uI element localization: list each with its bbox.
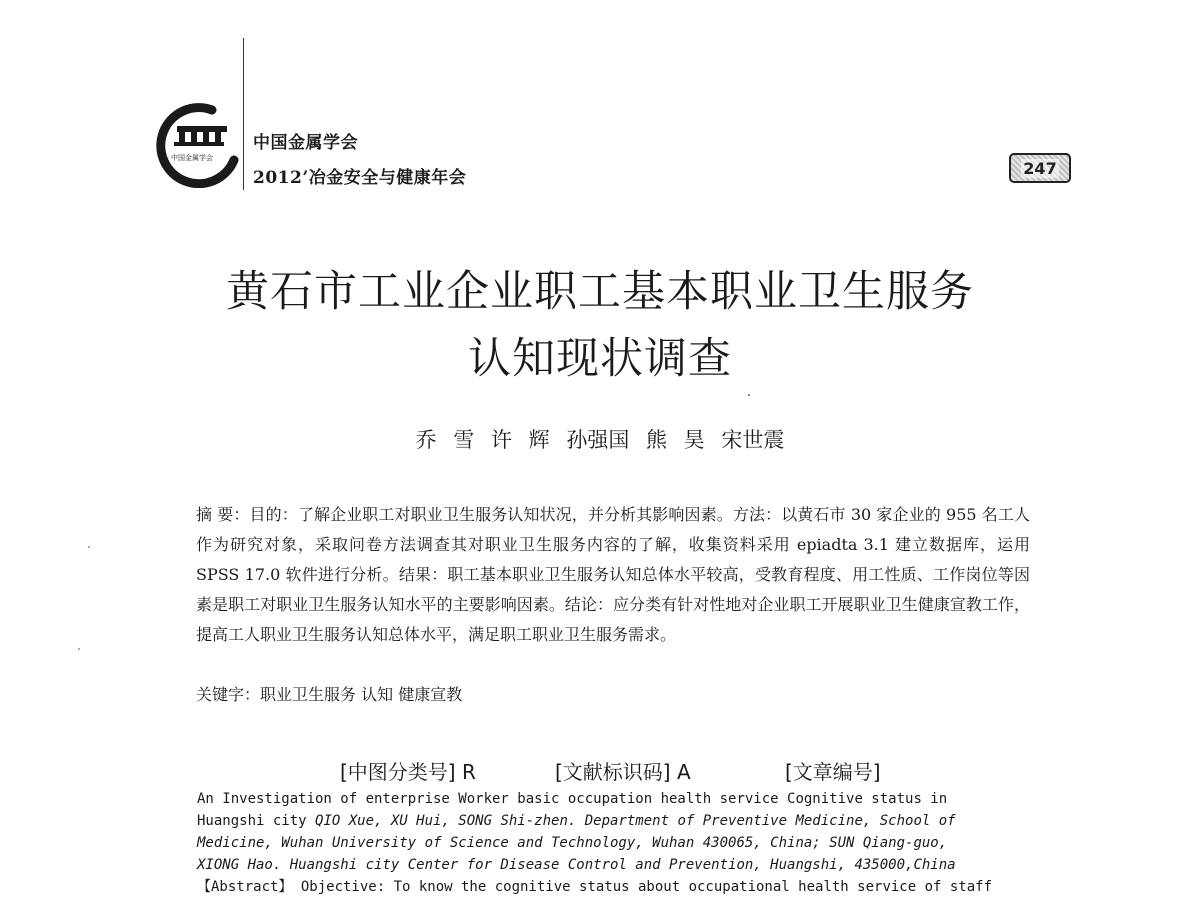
scan-speck	[88, 546, 90, 548]
abstract	[196, 500, 1030, 650]
society-logo	[152, 98, 242, 188]
english-abstract-start: 【Abstract】 Objective: To know the cognitive status about occupational health service of staff	[197, 879, 993, 895]
author-list: 乔 雪 许 辉 孙强国 熊 昊 宋世震	[415, 428, 785, 452]
keywords-label: 关键字：	[196, 685, 261, 704]
keywords-text: 职业卫生服务 认知 健康宣教	[260, 685, 463, 704]
english-authors-line-1	[197, 810, 1037, 832]
english-affiliation-2: XIONG Hao. Huangshi city Center for Disease Control and Prevention, Huangshi, 435000,China	[197, 857, 956, 873]
abstract-label: 摘 要：	[196, 505, 250, 524]
english-abstract	[197, 788, 1037, 898]
english-title: An Investigation of enterprise Worker basic occupation health service Cognitive status in	[197, 791, 948, 807]
english-title-end: Huangshi city	[197, 813, 307, 829]
logo-caption: 中国金属学会	[171, 154, 213, 162]
paper-title-line-2: 认知现状调查	[468, 334, 732, 384]
conference-name: 2012’冶金安全与健康年会	[253, 168, 467, 188]
english-affiliation-1: Medicine, Wuhan University of Science and Technology, Wuhan 430065, China; SUN Qiang-guo,	[197, 835, 948, 851]
abstract-text: 目的：了解企业职工对职业卫生服务认知状况，并分析其影响因素。方法：以黄石市 30 家企业的 955 名工人作为研究对象，采取问卷方法调查其对职业卫生服务内容的了解，收集资料采用 epiadta 3.1 建立数据库，运用 SPSS 17.0 软件进行分析。结果：职工基本职业卫生服务认知总体水平较高，受教育程度、用工性质、工作岗位等因素是职工对职业卫生服务认知水平的主要影响因素。结论：应分类有针对性地对企业职工开展职业卫生健康宣教工作，提高工人职业卫生服务认知总体水平，满足职工职业卫生服务需求。	[196, 505, 1030, 644]
article-number: [文章编号]	[785, 760, 881, 784]
header-divider	[243, 38, 244, 190]
page-number: 247	[1023, 158, 1057, 178]
scan-speck	[78, 648, 80, 650]
organization-name: 中国金属学会	[253, 133, 358, 153]
document-code: [文献标识码] A	[555, 760, 691, 784]
scan-speck	[748, 394, 750, 396]
clc-number: [中图分类号] R	[340, 760, 476, 784]
page-number-badge	[1009, 153, 1071, 183]
keywords	[196, 682, 462, 705]
paper-title-line-1: 黄石市工业企业职工基本职业卫生服务	[226, 267, 974, 317]
english-authors: QIO Xue, XU Hui, SONG Shi-zhen. Department of Preventive Medicine, School of	[315, 813, 956, 829]
